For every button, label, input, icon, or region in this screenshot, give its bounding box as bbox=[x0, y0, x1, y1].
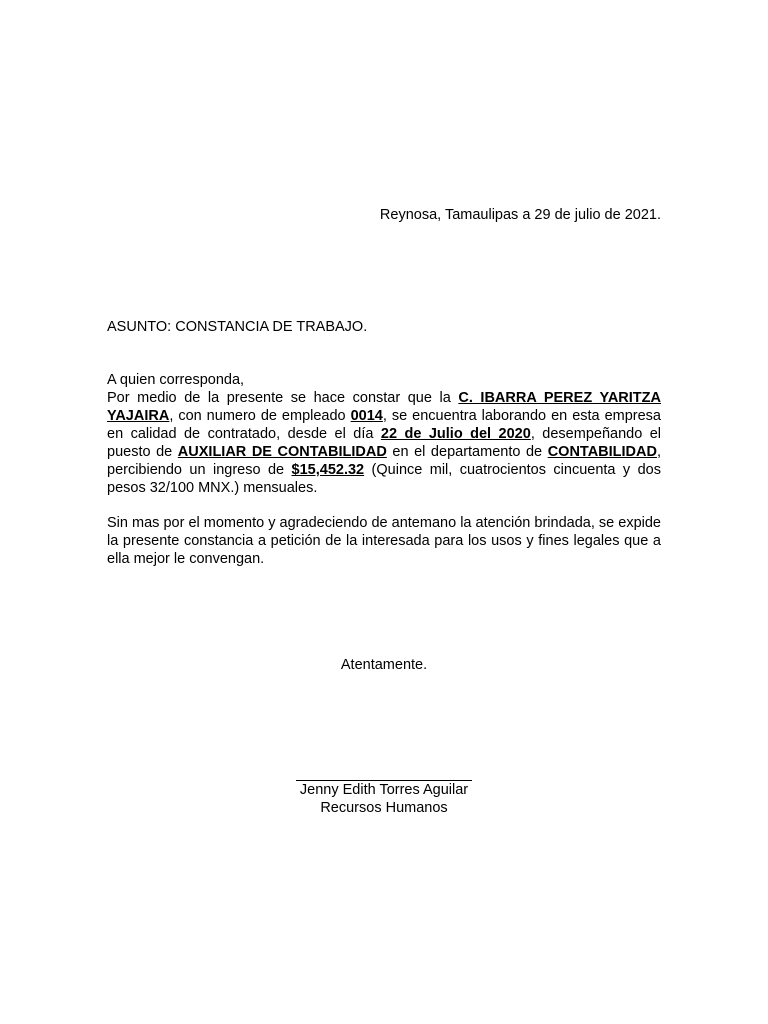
body-paragraph-2: Sin mas por el momento y agradeciendo de antemano la atención brindada, se expide la presente constancia a petición de la interesada para los usos y fines legales que a ella mejor le convengan. bbox=[107, 515, 661, 567]
body-text: , con numero de empleado bbox=[169, 408, 351, 424]
signature-department: Recursos Humanos bbox=[320, 800, 448, 816]
body-text: , se encuentra laborando en esta empresa en calidad de contratado, desde el día bbox=[107, 408, 661, 442]
employee-number: 0014 bbox=[350, 408, 383, 424]
job-position: AUXILIAR DE CONTABILIDAD bbox=[177, 444, 387, 460]
subject-line: ASUNTO: CONSTANCIA DE TRABAJO. bbox=[107, 319, 368, 335]
signature-name: Jenny Edith Torres Aguilar bbox=[299, 782, 469, 798]
salary: $15,452.32 bbox=[291, 462, 365, 478]
closing: Atentamente. bbox=[340, 657, 428, 673]
start-date: 22 de Julio del 2020 bbox=[380, 426, 531, 442]
body-paragraph-1 bbox=[107, 389, 661, 497]
body-text: en el departamento de bbox=[386, 444, 548, 460]
body-text: , desempeñando el puesto de bbox=[107, 426, 662, 460]
department: CONTABILIDAD bbox=[547, 444, 657, 460]
place-date: Reynosa, Tamaulipas a 29 de julio de 2021. bbox=[379, 207, 661, 223]
body-text: , percibiendo un ingreso de bbox=[107, 444, 661, 478]
body-text: Por medio de la presente se hace constar que la bbox=[107, 390, 459, 406]
body-text: (Quince mil, cuatrocientos cincuenta y dos pesos 32/100 MNX.) mensuales. bbox=[107, 462, 661, 496]
employee-name: C. IBARRA PEREZ YARITZA YAJAIRA bbox=[107, 390, 661, 424]
greeting: A quien corresponda, bbox=[107, 372, 245, 388]
